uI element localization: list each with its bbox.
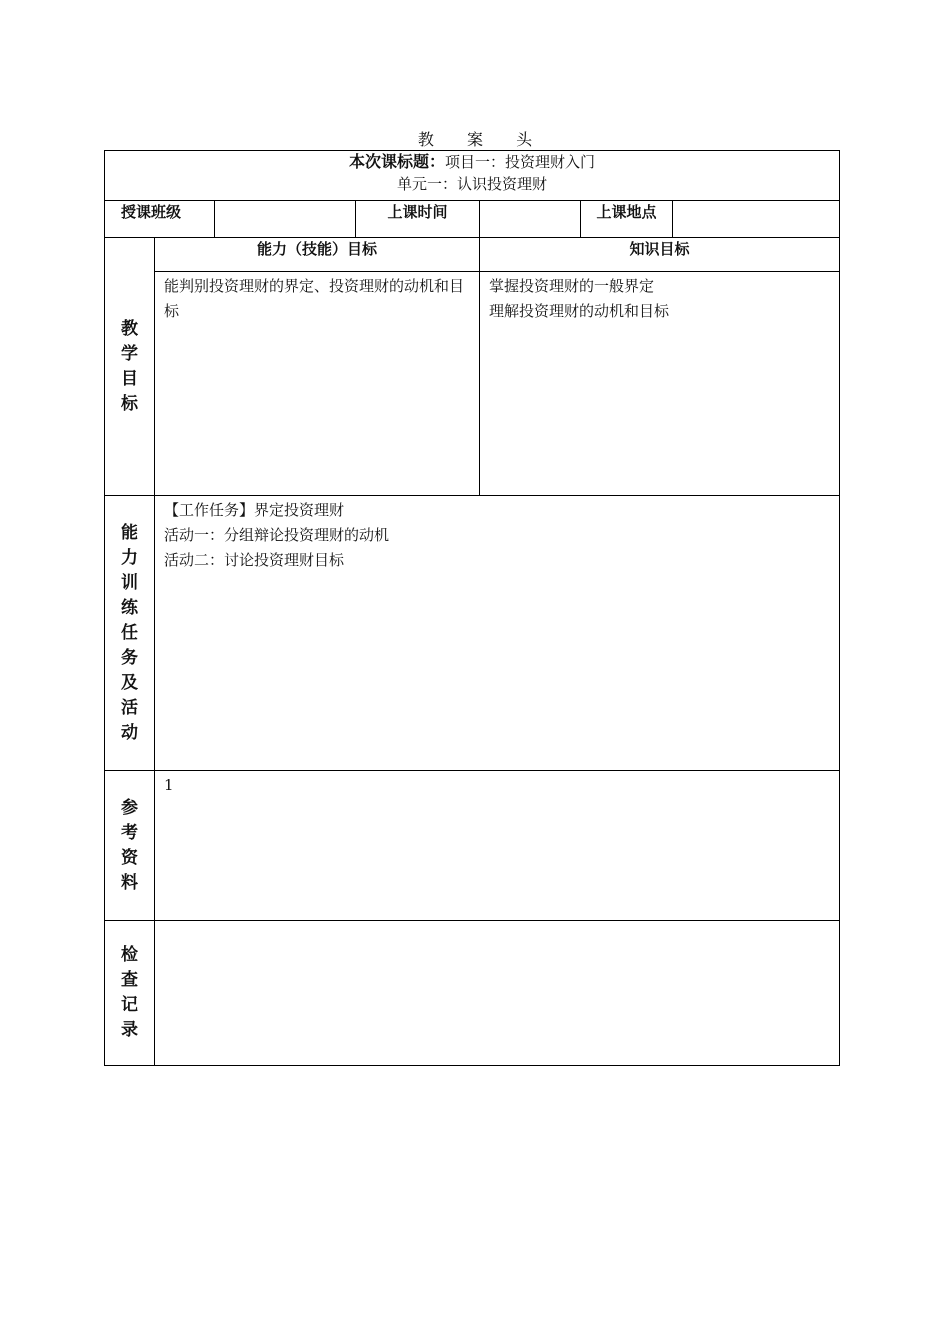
place-value xyxy=(673,201,840,238)
label-char: 料 xyxy=(121,872,138,893)
label-char: 动 xyxy=(121,722,138,743)
course-title: 项目一：投资理财入门 xyxy=(445,153,596,171)
title-char: 案 xyxy=(466,130,483,149)
references-row xyxy=(105,771,840,921)
knowledge-goal-line: 掌握投资理财的一般界定 xyxy=(489,277,655,295)
inspection-content xyxy=(155,921,840,1066)
label-char: 录 xyxy=(121,1020,138,1040)
knowledge-goals-header: 知识目标 xyxy=(480,238,840,272)
place-label: 上课地点 xyxy=(581,201,673,238)
training-row xyxy=(105,496,840,771)
label-char: 标 xyxy=(121,393,138,414)
label-char: 资 xyxy=(121,847,138,868)
label-char: 考 xyxy=(121,822,138,843)
goals-body-row xyxy=(105,272,840,496)
inspection-row xyxy=(105,921,840,1066)
training-tasks-label xyxy=(105,496,155,771)
class-value xyxy=(215,201,356,238)
label-char: 训 xyxy=(121,572,138,593)
label-char: 任 xyxy=(121,622,138,643)
label-char: 练 xyxy=(121,597,138,618)
label-char: 目 xyxy=(121,368,138,389)
skill-goals-text xyxy=(155,272,480,496)
references-content xyxy=(155,771,840,921)
document-title xyxy=(0,127,950,150)
label-char: 学 xyxy=(121,343,138,364)
skill-goal-line: 能判别投资理财的界定、投资理财的动机和目标 xyxy=(164,277,465,320)
course-title-label: 本次课标题： xyxy=(349,152,446,171)
label-char: 力 xyxy=(121,547,138,568)
label-char: 教 xyxy=(121,318,138,339)
time-value xyxy=(480,201,581,238)
label-char: 查 xyxy=(121,970,138,990)
label-char: 检 xyxy=(121,945,138,965)
label-char: 参 xyxy=(121,797,138,818)
label-char: 活 xyxy=(121,697,138,718)
lesson-plan-table xyxy=(104,150,840,1066)
goals-header-row xyxy=(105,238,840,272)
time-label: 上课时间 xyxy=(356,201,480,238)
course-title-row xyxy=(105,151,840,201)
label-char: 能 xyxy=(121,522,138,543)
training-line: 活动二：讨论投资理财目标 xyxy=(164,551,345,569)
title-char: 教 xyxy=(417,130,434,149)
label-char: 务 xyxy=(121,647,138,668)
inspection-record-label xyxy=(105,921,155,1066)
label-char: 及 xyxy=(121,672,138,693)
training-line: 活动一：分组辩论投资理财的动机 xyxy=(164,526,390,544)
course-title-cell xyxy=(105,151,840,201)
title-char: 头 xyxy=(516,130,533,149)
references-label xyxy=(105,771,155,921)
class-label: 授课班级 xyxy=(105,201,215,238)
training-line: 【工作任务】界定投资理财 xyxy=(164,501,345,519)
knowledge-goals-text xyxy=(480,272,840,496)
reference-line: 1 xyxy=(164,776,174,794)
skill-goals-header: 能力（技能）目标 xyxy=(155,238,480,272)
knowledge-goal-line: 理解投资理财的动机和目标 xyxy=(489,302,670,320)
label-char: 记 xyxy=(121,995,138,1015)
training-content xyxy=(155,496,840,771)
unit-title: 单元一：认识投资理财 xyxy=(397,175,548,193)
teaching-goals-label xyxy=(105,238,155,496)
class-info-row xyxy=(105,201,840,238)
